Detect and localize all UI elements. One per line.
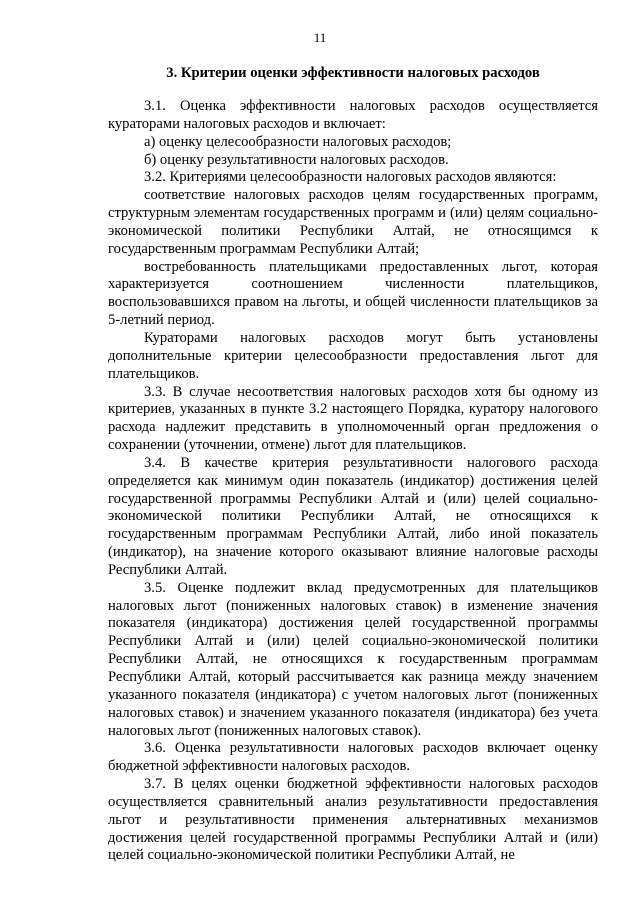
- paragraph-3-4: 3.4. В качестве критерия результативности налогового расхода определяется как минимум один показатель (индикатор) достижения целей государственной программы Республики Алтай и (или) целей социально-экономической политики Республики Алтай, не относящихся к государственным программам Республики Алтай, либо иной показатель (индикатор), на значение которого оказывают влияние налоговые расходы Республики Алтай.: [108, 454, 598, 578]
- section-title: 3. Критерии оценки эффективности налоговых расходов: [166, 65, 540, 81]
- document-body: [108, 98, 598, 865]
- paragraph-3-1-a: а) оценку целесообразности налоговых расходов;: [144, 133, 452, 150]
- paragraph-3-5: 3.5. Оценке подлежит вклад предусмотренных для плательщиков налоговых льгот (пониженных налоговых ставок) в изменение значения показателя (индикатора) достижения целей государственной программы Республики Алтай и (или) целей социально-экономической политики Республики Алтай, не относящихся к государственным программам Республики Алтай, который рассчитывается как разница между значением указанного показателя (индикатора) с учетом налоговых льгот (пониженных налоговых ставок) и значением указанного показателя (индикатора) без учета налоговых льгот (пониженных налоговых ставок).: [108, 579, 598, 739]
- paragraph-3-2-criterion-2: востребованность плательщиками предоставленных льгот, которая характеризуется соотношением численности плательщиков, воспользовавшихся правом на льготы, и общей численности плательщиков за 5-летний период.: [108, 258, 598, 329]
- paragraph-3-1-b: б) оценку результативности налоговых расходов.: [144, 151, 449, 168]
- paragraph-3-2-criterion-1: соответствие налоговых расходов целям государственных программ, структурным элементам государственных программ и (или) целям социально-экономической политики Республики Алтай, не относящимся к государственным программам Республики Алтай;: [108, 187, 598, 257]
- paragraph-3-2-additional: Кураторами налоговых расходов могут быть установлены дополнительные критерии целесообразности предоставления льгот для плательщиков.: [108, 329, 598, 382]
- paragraph-3-2: 3.2. Критериями целесообразности налоговых расходов являются:: [144, 169, 557, 186]
- page-number: 11: [313, 30, 327, 45]
- paragraph-3-1: 3.1. Оценка эффективности налоговых расходов осуществляется кураторами налоговых расходов и включает:: [108, 98, 598, 132]
- paragraph-3-3: 3.3. В случае несоответствия налоговых расходов хотя бы одному из критериев, указанных в пункте 3.2 настоящего Порядка, куратору налогового расхода надлежит представить в уполномоченный орган предложения о сохранении (уточнении, отмене) льгот для плательщиков.: [108, 383, 598, 454]
- paragraph-3-7: 3.7. В целях оценки бюджетной эффективности налоговых расходов осуществляется сравнительный анализ результативности предоставления льгот и результативности применения альтернативных механизмов достижения целей государственной программы Республики Алтай и (или) целей социально-экономической политики Республики Алтай, не: [108, 776, 598, 864]
- paragraph-3-6: 3.6. Оценка результативности налоговых расходов включает оценку бюджетной эффективности налоговых расходов.: [108, 740, 598, 775]
